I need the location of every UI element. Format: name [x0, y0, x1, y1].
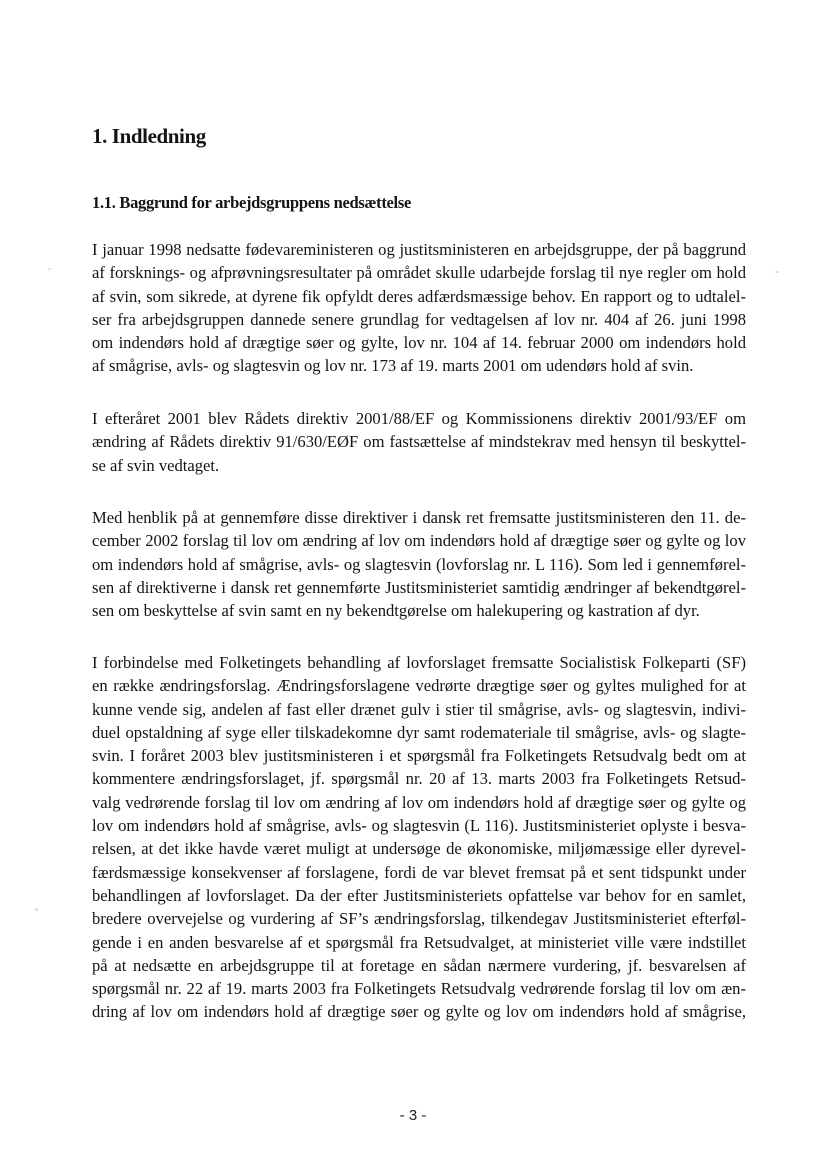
- text-line: gende i en anden besvarelse af et spørgsmål fra Retsudvalget, at ministeriet ville være indstillet: [92, 932, 746, 952]
- text-line: I forbindelse med Folketingets behandling af lovforslaget fremsatte Socialistisk Folkeparti (SF): [92, 653, 746, 672]
- text-line: en række ændringsforslag. Ændringsforslagene vedrørte drægtige søer og gyltes mulighed for at: [92, 676, 746, 696]
- text-line: kunne vende sig, andelen af fast eller drænet gulv i stier til smågrise, avls- og slagtesvin, indivi-: [92, 699, 746, 719]
- text-line: sen om beskyttelse af svin samt en ny bekendtgørelse om halekupering og kastration af dyr.: [92, 601, 700, 621]
- text-line: I januar 1998 nedsatte fødevareministeren og justitsministeren en arbejdsgruppe, der på baggrund: [92, 240, 746, 259]
- text-line: af svin, som sikrede, at dyrene fik opfyldt deres adfærdsmæssige behov. En rapport og to udtalel-: [92, 286, 746, 306]
- scan-artifact: [35, 908, 38, 911]
- text-line: på at nedsætte en arbejdsgruppe til at foretage en sådan nærmere vurdering, jf. besvarelsen af: [92, 955, 746, 975]
- text-line: cember 2002 forslag til lov om ændring af lov om indendørs hold af drægtige søer og gylte og lov: [92, 531, 746, 551]
- paragraph-2: [92, 407, 746, 477]
- text-line: bredere overvejelse og vurdering af SF’s ændringsforslag, tilkendegav Justitsministeriet efterføl-: [92, 909, 746, 929]
- text-line: spørgsmål nr. 22 af 19. marts 2003 fra Folketingets Retsudvalg vedrørende forslag til lov om æn-: [92, 979, 746, 999]
- text-line: Med henblik på at gennemføre disse direktiver i dansk ret fremsatte justitsministeren den 11. de-: [92, 508, 746, 527]
- text-line: af forsknings- og afprøvningsresultater på området skulle udarbejde forslag til nye regler om hold: [92, 263, 746, 283]
- page-number: - 3 -: [399, 1107, 427, 1124]
- text-line: dring af lov om indendørs hold af drægtige søer og gylte og lov om indendørs hold af smågrise,: [92, 1002, 746, 1022]
- text-line: om indendørs hold af drægtige søer og gylte, lov nr. 104 af 14. februar 2000 om indendørs hold: [92, 333, 746, 353]
- chapter-heading: 1. Indledning: [92, 124, 206, 148]
- text-line: relsen, at det ikke havde været muligt at undersøge de økonomiske, miljømæssige eller dyrevel-: [92, 839, 746, 859]
- paragraph-1: [92, 238, 746, 378]
- text-line: kommentere ændringsforslaget, jf. spørgsmål nr. 20 af 13. marts 2003 fra Folketingets Retsud-: [92, 769, 746, 789]
- text-line: behandlingen af lovforslaget. Da der efter Justitsministeriets opfattelse var behov for en samlet,: [92, 885, 746, 905]
- text-line: se af svin vedtaget.: [92, 455, 220, 475]
- text-line: ser fra arbejdsgruppen dannede senere grundlag for vedtagelsen af lov nr. 404 af 26. juni 1998: [92, 309, 746, 329]
- scan-artifact: [775, 271, 779, 273]
- text-line: svin. I foråret 2003 blev justitsministeren i et spørgsmål fra Folketingets Retsudvalg bedt om at: [92, 746, 746, 766]
- text-line: duel opstaldning af syge eller tilskadekomne dyr samt rodemateriale til smågrise, avls- og slagte-: [92, 722, 746, 742]
- paragraph-3: [92, 506, 746, 622]
- section-heading: 1.1. Baggrund for arbejdsgruppens nedsættelse: [92, 193, 411, 212]
- text-line: færdsmæssige konsekvenser af forslagene, fordi de var blevet fremsat på et sent tidspunkt under: [92, 862, 746, 882]
- text-line: ændring af Rådets direktiv 91/630/EØF om fastsættelse af mindstekrav med hensyn til beskyttel-: [92, 432, 746, 452]
- text-line: valg vedrørende forslag til lov om ændring af lov om indendørs hold af drægtige søer og gylte og: [92, 792, 746, 812]
- text-line: af smågrise, avls- og slagtesvin og lov nr. 173 af 19. marts 2001 om udendørs hold af svin.: [92, 356, 694, 376]
- text-line: om indendørs hold af smågrise, avls- og slagtesvin (lovforslag nr. L 116). Som led i gennemførel-: [92, 554, 746, 574]
- text-line: lov om indendørs hold af smågrise, avls- og slagtesvin (L 116). Justitsministeriet oplyste i besva-: [92, 816, 746, 836]
- paragraph-4: [92, 651, 746, 1024]
- text-line: I efteråret 2001 blev Rådets direktiv 2001/88/EF og Kommissionens direktiv 2001/93/EF om: [92, 409, 746, 428]
- text-line: sen af direktiverne i dansk ret gennemførte Justitsministeriet samtidig ændringer af bekendtgørel-: [92, 577, 746, 597]
- scan-artifact: [48, 268, 51, 270]
